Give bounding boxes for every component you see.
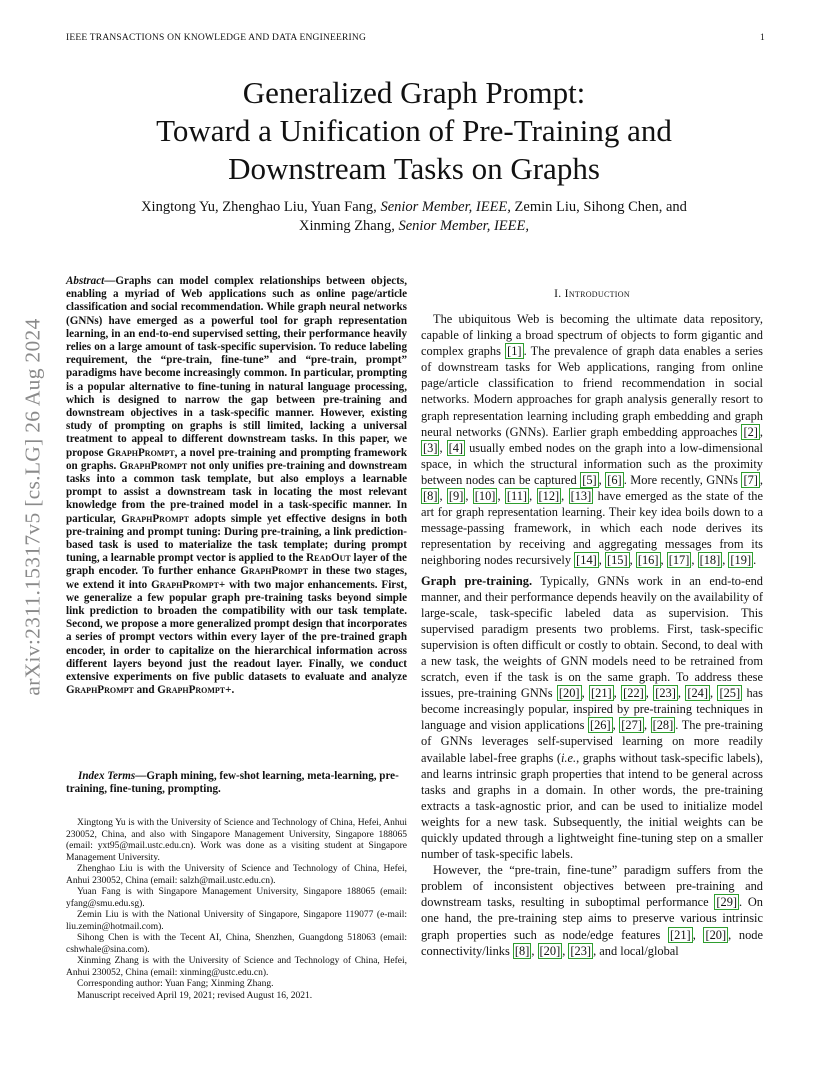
text: . The pre-training of GNNs leverages self-supervised learning on more readily available label-free graphs ( — [421, 718, 763, 765]
arxiv-stamp-text: arXiv:2311.15317v5 [cs.LG] 26 Aug 2024 — [20, 318, 45, 696]
author-line — [0, 198, 828, 217]
citation-link[interactable]: [15] — [606, 553, 628, 568]
author-names: Xingtong Yu, Zhenghao Liu, Yuan Fang, — [141, 199, 377, 215]
citation-link[interactable]: [17] — [668, 553, 690, 568]
citation-link[interactable]: [29] — [716, 895, 738, 910]
author-line — [0, 217, 828, 236]
citation-link[interactable]: [8] — [514, 943, 530, 958]
citation-link[interactable]: [12] — [538, 489, 560, 504]
footnote: Sihong Chen is with the Tecent AI, China, Shenzhen, Guangdong 518063 (email: cshwhale@sina.com). — [66, 933, 407, 955]
author-affil: Senior Member, IEEE, — [398, 218, 529, 234]
citation-link[interactable]: [16] — [637, 553, 659, 568]
citation-link[interactable]: [18] — [699, 553, 721, 568]
text: has become increasingly popular, inspired by pre-training techniques in language and vision applications — [421, 686, 763, 733]
abstract-text: layer of the graph encoder. To further enhance — [66, 552, 407, 578]
method-name: GraphPrompt+ — [157, 684, 232, 697]
citation-link[interactable]: [4] — [448, 440, 464, 455]
citation-link[interactable]: [3] — [423, 440, 438, 455]
citation-link[interactable]: [23] — [570, 943, 592, 958]
abstract-text: not only unifies pre-training and downstream tasks into a common task template, but also employs a learnable prompt to assist a downstream task in locating the most relevant knowledge from the pre-trained model in a task-specific manner. In particular, — [66, 459, 407, 525]
title-line: Generalized Graph Prompt: — [242, 75, 586, 110]
text: . The prevalence of graph data enables a series of downstream tasks for Web applications, ranging from online page/article classification to friend recommendation in social networks. Modern approaches for graph analysis generally resort to graph representation learning including graph embedding and graph neural networks (GNNs). Earlier graph embedding approaches — [421, 344, 763, 439]
footnote: Corresponding author: Yuan Fang; Xinming Zhang. — [77, 979, 274, 989]
abstract-text: and — [133, 684, 158, 697]
abstract-text: , a novel pre-training and prompting framework on graphs. — [66, 446, 408, 472]
paper-title — [0, 74, 828, 188]
title-line: Downstream Tasks on Graphs — [228, 151, 600, 186]
emphasis: i.e. — [560, 750, 577, 765]
text: However, the “pre-train, fine-tune” paradigm suffers from the problem of inconsistent objectives between pre-training and downstream tasks, resulting in suboptimal performance — [421, 863, 763, 910]
introduction-body — [421, 311, 763, 959]
paragraph-lead: Graph pre-training. — [421, 573, 533, 588]
method-name: GraphPrompt+ — [151, 578, 226, 591]
author-names: Xinming Zhang, — [299, 218, 395, 234]
title-line: Toward a Unification of Pre-Training and — [156, 113, 672, 148]
footnotes — [66, 818, 407, 1002]
abstract — [66, 275, 407, 698]
section-title: Introduction — [564, 287, 630, 300]
footnote: Zhenghao Liu is with the University of Science and Technology of China, Hefei, Anhui 230052, China (email: salzh@mail.ustc.edu.cn). — [66, 864, 407, 886]
footnote: Xingtong Yu is with the University of Science and Technology of China, Hefei, Anhui 230052, China, and also with Singapore Management University, Singapore 188065 (email: yxt95@mail.ustc.edu.cn). Work was done as a visiting student at Singapore Management University. — [66, 818, 407, 863]
index-terms — [66, 770, 407, 796]
footnote: Yuan Fang is with Singapore Management University, Singapore 188065 (email: yfang@smu.edu.sg). — [66, 887, 407, 909]
author-affil: Senior Member, IEEE, — [380, 199, 511, 215]
citation-link[interactable]: [26] — [589, 718, 611, 733]
citation-link[interactable]: [24] — [687, 686, 708, 701]
text: Typically, GNNs work in an end-to-end manner, and their performance depends heavily on the availability of large-scale, task-specific labeled data as supervision. This supervised paradigm presents two problems. First, task-specific supervision is often difficult or costly to obtain. Second, to deal with a new task, the weights of GNN models need to be retrained from scratch, even if the task is on the same graph. To address these issues, pre-training GNNs — [421, 573, 763, 701]
text: . On one hand, the pre-training step aims to preserve various intrinsic graph properties such as node/edge features — [421, 895, 763, 942]
page-number: 1 — [760, 33, 765, 43]
citation-link[interactable]: [2] — [743, 424, 758, 439]
abstract-text: in these two stages, we extend it into — [66, 565, 407, 591]
citation-link[interactable]: [8] — [423, 489, 438, 504]
citation-link[interactable]: [22] — [623, 686, 644, 701]
arxiv-stamp — [8, 282, 58, 732]
method-name: GraphPrompt — [106, 446, 175, 459]
footnote: Manuscript received April 19, 2021; revised August 16, 2021. — [77, 990, 313, 1001]
text: . More recently, GNNs — [623, 472, 742, 487]
method-name: GraphPrompt — [66, 684, 134, 697]
text: usually embed nodes on the graph into a low-dimensional space, in which the structural information such as the proximity between nodes can be captured — [421, 440, 763, 487]
citation-link[interactable]: [11] — [506, 489, 528, 504]
author-names: Zemin Liu, Sihong Chen, and — [514, 199, 687, 215]
paragraph: However, the “pre-train, fine-tune” paradigm suffers from the problem of inconsistent objectives between pre-training and downstream tasks, resulting in suboptimal performance [29] . On one hand, the pre-training step aims to preserve various intrinsic graph properties such as node/edge features [21] , [20] , node connectivity/links [8] , [20] , [23] , and local/global — [421, 863, 763, 958]
citation-link[interactable]: [20] — [558, 686, 580, 701]
citation-link[interactable]: [7] — [743, 472, 758, 487]
citation-link[interactable]: [20] — [539, 943, 561, 958]
abstract-text: . — [231, 684, 235, 697]
text: , node connectivity/links — [421, 927, 763, 958]
citation-link[interactable]: [25] — [719, 686, 741, 701]
citation-link[interactable]: [13] — [570, 489, 592, 504]
author-list — [0, 198, 828, 236]
citation-link[interactable]: [21] — [670, 927, 691, 942]
text: , graphs without task-specific labels), and learns intrinsic graph properties that intend to be general across tasks and graphs in a domain. In other words, the pre-training extracts a task-agnostic prior, and can be used to initialize model weights for a new task. Subsequently, the initial weights can be quickly updated through a lightweight fine-tuning step on a smaller number of task-specific labels. — [421, 750, 763, 862]
text: The ubiquitous Web is becoming the ultimate data repository, capable of linking a broad spectrum of objects to form gigantic and complex graphs — [421, 312, 763, 359]
citation-link[interactable]: [21] — [591, 686, 612, 701]
text: , and local/global — [593, 943, 679, 958]
method-name: ReadOut — [306, 552, 351, 565]
citation-link[interactable]: [23] — [655, 686, 676, 701]
abstract-lead: Abstract — [66, 275, 105, 287]
abstract-text: —Graphs can model complex relationships between objects, enabling a myriad of Web applications such as online page/article classification and social recommendation. While graph neural networks (GNNs) have emerged as a powerful tool for graph representation learning, in an end-to-end supervised setting, their performance heavily relies on a large amount of task-specific supervision. To reduce labeling requirement, the “pre-train, fine-tune” and “pre-train, prompt” paradigms have become increasingly common. In particular, prompting is a popular alternative to fine-tuning in natural language processing, which is designed to narrow the gap between pre-training and downstream objectives in a task-specific manner. However, existing study of prompting on graphs is still limited, lacking a universal treatment to appeal to different downstream tasks. In this paper, we propose — [66, 275, 407, 459]
citation-link[interactable]: [14] — [576, 553, 597, 568]
citation-link[interactable]: [6] — [607, 472, 622, 487]
abstract-text: with two major enhancements. First, we generalize a few popular graph pre-training tasks beyond simple link prediction to broaden the compatibility with our task template. Second, we propose a more generalized prompt design that incorporates a series of prompt vectors within every layer of the pre-trained graph encoder, in order to capitalize on the hierarchical information across different layers beyond just the readout layer. Finally, we conduct extensive experiments on five public datasets to evaluate and analyze — [66, 578, 407, 684]
paragraph: The ubiquitous Web is becoming the ultimate data repository, capable of linking a broad spectrum of objects to form gigantic and complex graphs [1] . The prevalence of graph data enables a series of downstream tasks for Web applications, ranging from online page/article classification to friend recommendation in social networks. Modern approaches for graph analysis generally resort to graph representation learning including graph embedding and graph neural networks (GNNs). Earlier graph embedding approaches [2] , [3] , [4] usually embed nodes on the graph into a low-dimensional space, in which the structural information such as the proximity between nodes can be captured [5] , [6] . More recently, GNNs [7] , [8] , [9] , [10] , [11] , [12] , [13] have emerged as the state of the art for graph representation learning. Their key idea boils down to a message-passing framework, in which each node derives its representation by receiving and aggregating messages from its neighboring nodes recursively [14] , [15] , [16] , [17] , [18] , [19] . — [421, 312, 764, 568]
footnote: Xinming Zhang is with the University of Science and Technology of China, Hefei, Anhui 230052, China (email: xinming@ustc.edu.cn). — [66, 956, 407, 978]
citation-link[interactable]: [1] — [507, 344, 522, 359]
citation-link[interactable]: [19] — [730, 553, 752, 568]
index-terms-text: —Graph mining, few-shot learning, meta-learning, pre-training, fine-tuning, prompting. — [66, 770, 399, 796]
citation-link[interactable]: [5] — [582, 472, 597, 487]
citation-link[interactable]: [9] — [448, 489, 464, 504]
citation-link[interactable]: [27] — [621, 718, 642, 733]
paragraph: Graph pre-training. Typically, GNNs work in an end-to-end manner, and their performance depends heavily on the availability of large-scale, task-specific labeled data as supervision. This supervised paradigm presents two problems. First, task-specific supervision is often difficult or costly to obtain. Second, to deal with a new task, the weights of GNN models need to be retrained from scratch, even if the task is on the same graph. To address these issues, pre-training GNNs [20] , [21] , [22] , [23] , [24] , [25] has become increasingly popular, inspired by pre-training techniques in language and vision applications [26] , [27] , [28] . The pre-training of GNNs leverages self-supervised learning on more readily available label-free graphs (i.e., graphs without task-specific labels), and learns intrinsic graph properties that intend to be general across tasks and graphs in a domain. In other words, the pre-training extracts a task-agnostic prior, and can be used to initialize model weights for a new task. Subsequently, the initial weights can be quickly updated through a lightweight fine-tuning step on a smaller number of task-specific labels. — [421, 573, 763, 862]
running-header-journal: IEEE TRANSACTIONS ON KNOWLEDGE AND DATA ENGINEERING — [66, 33, 367, 43]
method-name: GraphPrompt — [119, 459, 188, 472]
method-name: GraphPrompt — [121, 512, 189, 525]
citation-link[interactable]: [10] — [474, 489, 496, 504]
citation-link[interactable]: [28] — [652, 718, 674, 733]
footnote: Zemin Liu is with the National University of Singapore, Singapore 119077 (e-mail: liu.zemin@hotmail.com). — [66, 910, 407, 932]
section-heading — [421, 287, 763, 300]
text: have emerged as the state of the art for graph representation learning. Their key idea boils down to a message-passing framework, in which each node derives its representation by receiving and aggregating messages from its neighboring nodes recursively — [421, 489, 763, 568]
citation-link[interactable]: [20] — [705, 927, 727, 942]
section-number: I. — [554, 287, 562, 300]
abstract-text: adopts simple yet effective designs in both pre-training and prompt tuning: During pre-training, a link prediction-based task is used to materialize the task template; during prompt tuning, a learnable prompt vector is applied to the — [66, 512, 408, 565]
index-terms-lead: Index Terms — [78, 770, 136, 782]
method-name: GraphPrompt — [240, 565, 309, 578]
